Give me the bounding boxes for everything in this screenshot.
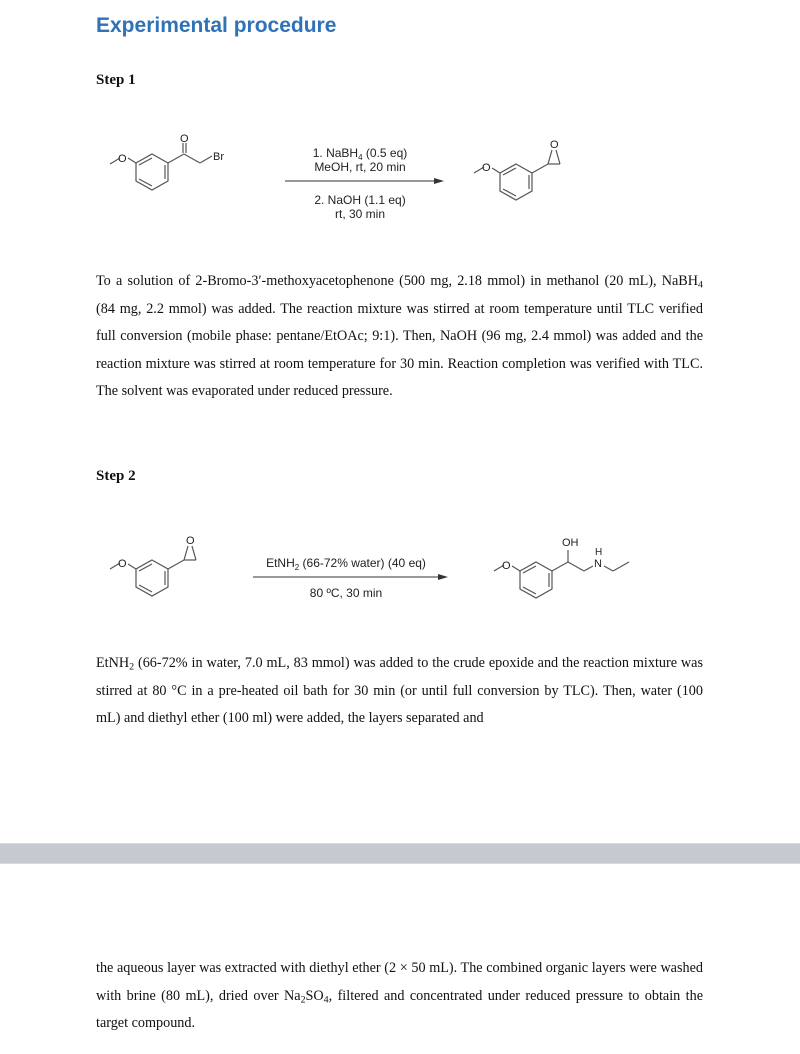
step-2-reactant-structure: [110, 546, 196, 596]
condition-line-2: 80 ºC, 30 min: [309, 586, 383, 600]
step-1-reaction-scheme: [90, 120, 710, 230]
atom-epoxide-o: O: [550, 139, 559, 151]
step-2-reaction-scheme: [90, 520, 710, 610]
atom-o: O: [118, 153, 127, 165]
step-2-procedure-continuation: the aqueous layer was extracted with diethyl ether (2 × 50 mL). The combined organic layers were washed with brine (80 mL), dried over $Na_2SO_4$, filtered and concentrated under reduced pressure to obtain the target compound.: [96, 960, 703, 1032]
condition-line-4: rt, 30 min: [334, 207, 386, 221]
step-1-reactant-structure: [110, 143, 212, 190]
atom-h: H: [595, 547, 603, 558]
atom-epoxide-o: O: [186, 535, 195, 547]
atom-carbonyl-o: O: [180, 133, 189, 145]
condition-line-2: MeOH, rt, 20 min: [314, 160, 406, 174]
condition-line-1: EtNH$_2$ (66-72% water) (40 eq): [266, 556, 426, 572]
atom-o: O: [482, 162, 491, 174]
step-2-heading: Step 2: [96, 468, 136, 484]
condition-line-3: 2. NaOH (1.1 eq): [314, 193, 406, 207]
step-2-product-structure: [494, 550, 629, 598]
atom-o: O: [118, 558, 127, 570]
page-title: Experimental procedure: [96, 14, 337, 37]
step-1-heading: Step 1: [96, 72, 136, 88]
arrow-head: [438, 574, 448, 580]
step-1-product-structure: [474, 150, 560, 200]
atom-o: O: [502, 560, 511, 572]
atom-oh: OH: [562, 537, 579, 549]
atom-br: Br: [213, 151, 224, 163]
page-break-divider: [0, 843, 800, 864]
condition-line-1: 1. NaBH$_4$ (0.5 eq): [312, 146, 408, 162]
step-2-procedure-text: EtNH$_2$ (66-72% in water, 7.0 mL, 83 mmol) was added to the crude epoxide and the reaction mixture was stirred at 80 °C in a pre-heated oil bath for 30 min (or until full conversion by TLC). Then, water (100 mL) and diethyl ether (100 ml) were added, the layers separated and: [96, 655, 703, 727]
arrow-head: [434, 178, 444, 184]
atom-n: N: [594, 558, 602, 570]
step-1-procedure-text: To a solution of 2-Bromo-3′-methoxyacetophenone (500 mg, 2.18 mmol) in methanol (20 mL), NaBH$_4$ (84 mg, 2.2 mmol) was added. The reaction mixture was stirred at room temperature until TLC verified full conversion (mobile phase: pentane/EtOAc; 9:1). Then, NaOH (96 mg, 2.4 mmol) was added and the reaction mixture was stirred at room temperature for 30 min. Reaction completion was verified with TLC. The solvent was evaporated under reduced pressure.: [96, 273, 703, 400]
